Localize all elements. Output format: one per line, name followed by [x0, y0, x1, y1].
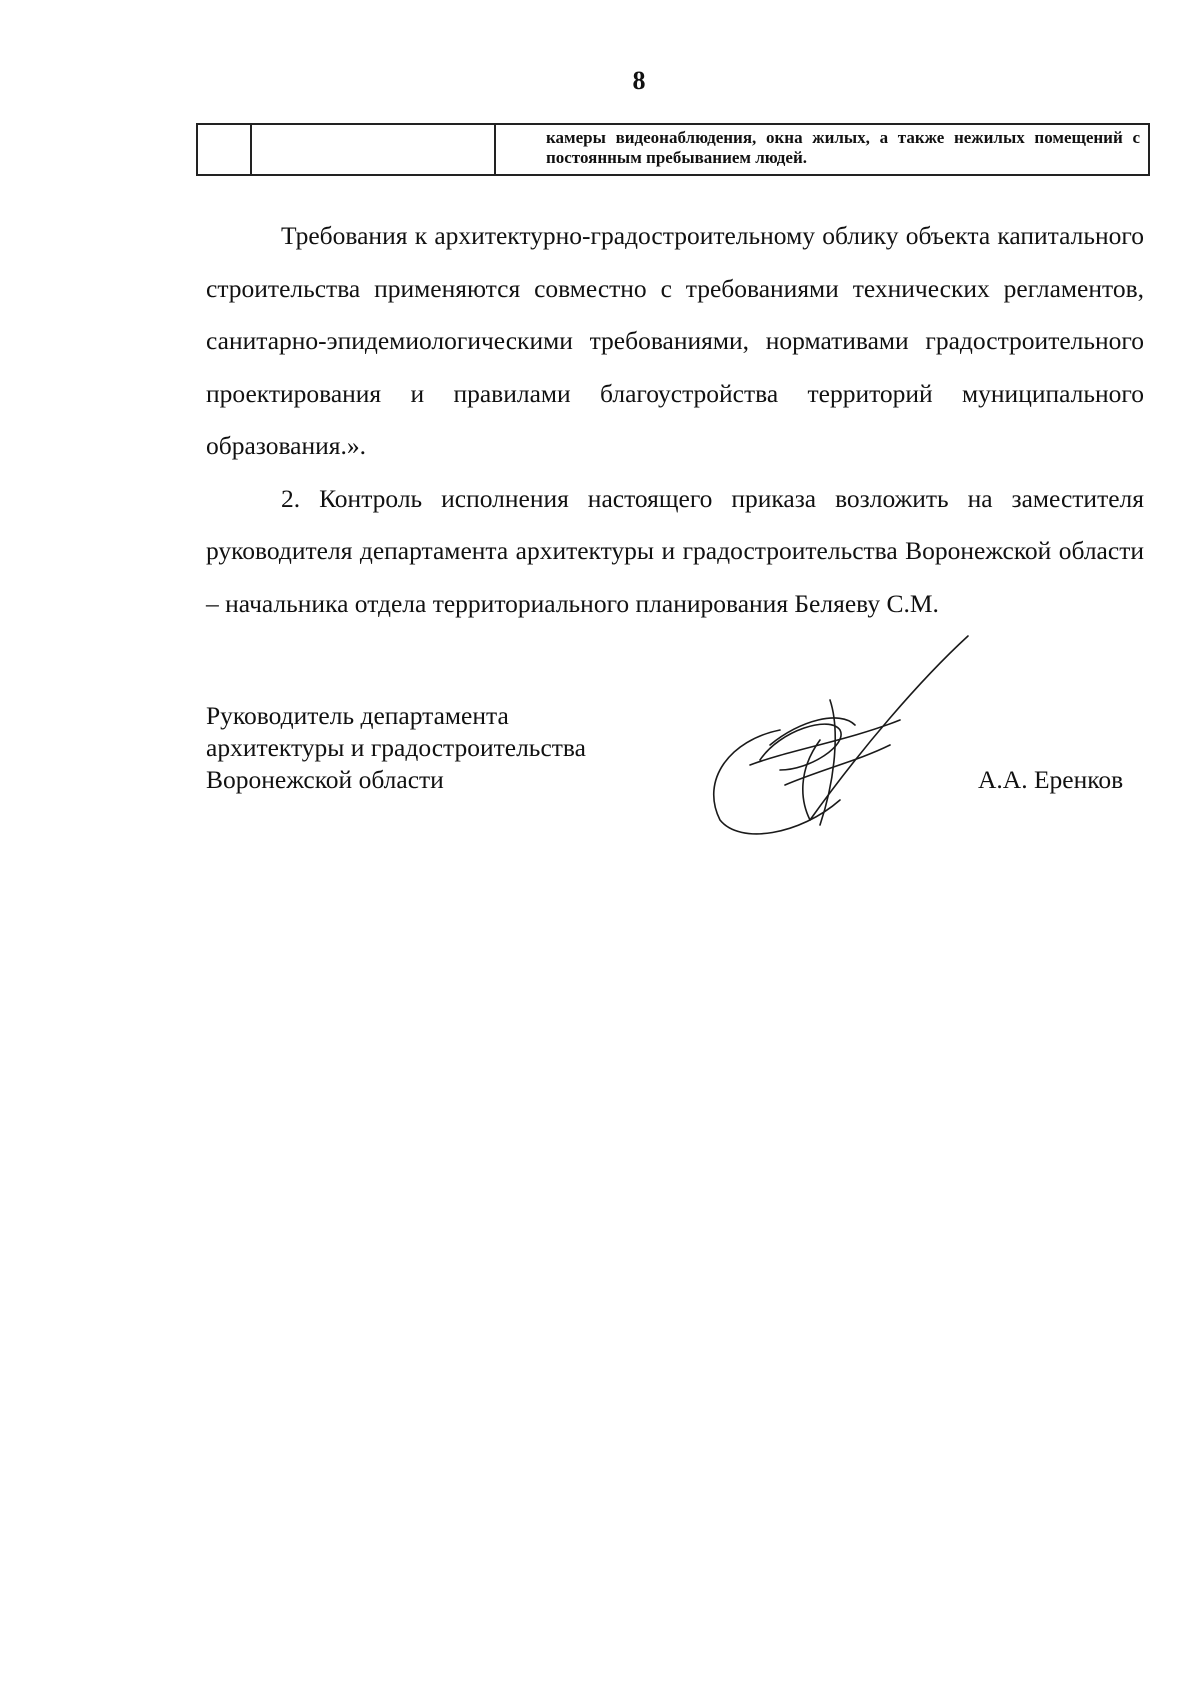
signatory-title-line: Воронежской области — [206, 765, 444, 794]
continuation-table — [196, 123, 1150, 176]
table-cell-name — [251, 124, 495, 175]
signatory-title-line: Руководитель департамента — [206, 701, 509, 730]
table-cell-requirements: камеры видеонаблюдения, окна жилых, а также нежилых помещений с постоянным пребыванием людей. — [495, 124, 1149, 175]
paragraph-control: 2. Контроль исполнения настоящего приказа возложить на заместителя руководителя департамента архитектуры и градостроительства Воронежской области – начальника отдела территориального планирования Беляеву С.М. — [206, 483, 1144, 618]
signatory-title-line: архитектуры и градостроительства — [206, 733, 586, 762]
page-number: 8 — [632, 66, 646, 95]
document-body — [206, 210, 1144, 630]
handwritten-signature — [690, 620, 990, 850]
table-row — [197, 124, 1149, 175]
signatory-name: А.А. Еренков — [978, 765, 1124, 794]
signatory-title — [206, 700, 586, 796]
paragraph-requirements: Требования к архитектурно-градостроительному облику объекта капитального строительства применяются совместно с требованиями технических регламентов, санитарно-эпидемиологическими требованиями, нормативами градостроительного проектирования и правилами благоустройства территорий муниципального образования.». — [206, 221, 1144, 460]
table-cell-number — [197, 124, 251, 175]
